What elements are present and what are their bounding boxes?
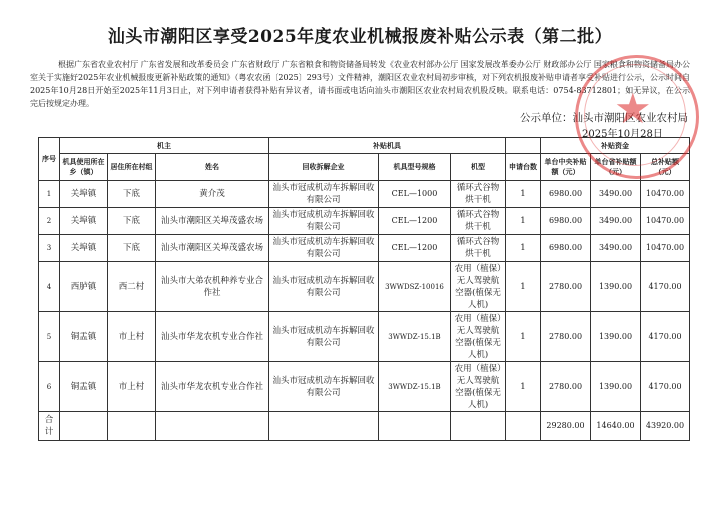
- cell-village: 下底: [108, 208, 156, 235]
- cell-province: 3490.00: [591, 235, 641, 262]
- subsidy-table: [38, 137, 690, 441]
- cell-type: 农用（植保）无人驾驶航空器(植保无人机): [451, 262, 506, 312]
- cell-name: 黄介茂: [156, 181, 269, 208]
- col-total: 总补贴额（元）: [641, 154, 690, 181]
- cell-town: 关埠镇: [60, 235, 108, 262]
- cell-town: 铜盂镇: [60, 362, 108, 412]
- cell-total: 10470.00: [641, 181, 690, 208]
- cell-recycler: 汕头市冠成机动车拆解回收有限公司: [269, 362, 379, 412]
- cell-recycler: 汕头市冠成机动车拆解回收有限公司: [269, 181, 379, 208]
- col-model: 机具型号规格: [379, 154, 451, 181]
- cell-total: 10470.00: [641, 235, 690, 262]
- cell-model: 3WWDZ-15.1B: [379, 312, 451, 362]
- cell-recycler: 汕头市冠成机动车拆解回收有限公司: [269, 235, 379, 262]
- cell-central: 6980.00: [541, 208, 591, 235]
- cell-province: 3490.00: [591, 181, 641, 208]
- col-central: 单台中央补贴额（元）: [541, 154, 591, 181]
- cell-name: 汕头市华龙农机专业合作社: [156, 312, 269, 362]
- table-row: [39, 181, 690, 208]
- col-qty: 申请台数: [506, 154, 541, 181]
- cell-type: 农用（植保）无人驾驶航空器(植保无人机): [451, 312, 506, 362]
- table-row: [39, 312, 690, 362]
- column-header-row: [39, 154, 690, 181]
- cell-central: 2780.00: [541, 262, 591, 312]
- group-header-row: [39, 138, 690, 154]
- cell-central: 6980.00: [541, 235, 591, 262]
- total-amount: 43920.00: [641, 412, 690, 441]
- cell-qty: 1: [506, 312, 541, 362]
- cell-town: 西胪镇: [60, 262, 108, 312]
- cell-village: 下底: [108, 181, 156, 208]
- header-owner: 机主: [60, 138, 269, 154]
- cell-recycler: 汕头市冠成机动车拆解回收有限公司: [269, 208, 379, 235]
- col-town: 机具使用所在乡（镇）: [60, 154, 108, 181]
- cell-town: 关埠镇: [60, 181, 108, 208]
- header-seq: 序号: [39, 138, 60, 181]
- cell-town: 关埠镇: [60, 208, 108, 235]
- cell-seq: 1: [39, 181, 60, 208]
- cell-recycler: 汕头市冠成机动车拆解回收有限公司: [269, 312, 379, 362]
- cell-province: 1390.00: [591, 312, 641, 362]
- table-row: [39, 235, 690, 262]
- total-central: 29280.00: [541, 412, 591, 441]
- cell-seq: 6: [39, 362, 60, 412]
- cell-central: 2780.00: [541, 362, 591, 412]
- cell-total: 10470.00: [641, 208, 690, 235]
- publish-date: 2025年10月28日: [582, 129, 663, 140]
- cell-model: 3WWDSZ-10016: [379, 262, 451, 312]
- cell-village: 市上村: [108, 312, 156, 362]
- total-row: [39, 412, 690, 441]
- cell-qty: 1: [506, 262, 541, 312]
- cell-model: CEL—1200: [379, 235, 451, 262]
- cell-province: 1390.00: [591, 262, 641, 312]
- cell-seq: 5: [39, 312, 60, 362]
- cell-seq: 2: [39, 208, 60, 235]
- cell-qty: 1: [506, 235, 541, 262]
- cell-total: 4170.00: [641, 312, 690, 362]
- star-icon: ★: [614, 84, 652, 133]
- cell-total: 4170.00: [641, 262, 690, 312]
- cell-name: 汕头市潮阳区关埠茂盛农场: [156, 208, 269, 235]
- cell-recycler: 汕头市冠成机动车拆解回收有限公司: [269, 262, 379, 312]
- col-type: 机型: [451, 154, 506, 181]
- table-row: [39, 362, 690, 412]
- header-funds: 补贴资金: [541, 138, 690, 154]
- cell-town: 铜盂镇: [60, 312, 108, 362]
- cell-model: 3WWDZ-15.1B: [379, 362, 451, 412]
- intro-paragraph: 根据广东省农业农村厅 广东省发展和改革委员会 广东省财政厅 广东省粮食和物资储备局转发《农业农村部办公厅 国家发展改革委办公厅 财政部办公厅 国家粮食和物资储备局办公室关于实施好2025年农业机械报废更新补贴政策的通知》（粤农农函〔2025〕293号）文件精神，潮阳区农业农村局初步审核，对下列农机报废补贴申请者享受补贴进行公示，公示时间自2025年10月28日开始至2025年11月3日止，对下列申请者获得补贴有异议者，请书面或电话向汕头市潮阳区农业农村局农机股反映。联系电话：0754-83712801；如无异议，在公示完后按规定办理。: [30, 60, 690, 108]
- cell-seq: 3: [39, 235, 60, 262]
- cell-type: 循环式谷物烘干机: [451, 208, 506, 235]
- cell-name: 汕头市大弟农机种养专业合作社: [156, 262, 269, 312]
- cell-village: 市上村: [108, 362, 156, 412]
- cell-central: 2780.00: [541, 312, 591, 362]
- cell-qty: 1: [506, 208, 541, 235]
- total-province: 14640.00: [591, 412, 641, 441]
- cell-type: 循环式谷物烘干机: [451, 181, 506, 208]
- header-blank: [506, 138, 541, 154]
- col-village: 居住所在村组: [108, 154, 156, 181]
- cell-seq: 4: [39, 262, 60, 312]
- header-machine: 补贴机具: [269, 138, 506, 154]
- cell-central: 6980.00: [541, 181, 591, 208]
- col-name: 姓名: [156, 154, 269, 181]
- col-province: 单台省补贴额（元）: [591, 154, 641, 181]
- table-row: [39, 262, 690, 312]
- cell-type: 农用（植保）无人驾驶航空器(植保无人机): [451, 362, 506, 412]
- cell-type: 循环式谷物烘干机: [451, 235, 506, 262]
- cell-province: 3490.00: [591, 208, 641, 235]
- cell-qty: 1: [506, 362, 541, 412]
- cell-model: CEL—1000: [379, 181, 451, 208]
- cell-province: 1390.00: [591, 362, 641, 412]
- cell-village: 下底: [108, 235, 156, 262]
- cell-name: 汕头市华龙农机专业合作社: [156, 362, 269, 412]
- cell-village: 西二村: [108, 262, 156, 312]
- cell-qty: 1: [506, 181, 541, 208]
- cell-name: 汕头市潮阳区关埠茂盛农场: [156, 235, 269, 262]
- cell-total: 4170.00: [641, 362, 690, 412]
- total-label: 合计: [39, 412, 60, 441]
- publisher: 公示单位：汕头市潮阳区农业农村局: [520, 112, 688, 124]
- table-row: [39, 208, 690, 235]
- document-title: 汕头市潮阳区享受2025年度农业机械报废补贴公示表（第二批）: [107, 27, 613, 47]
- cell-model: CEL—1200: [379, 208, 451, 235]
- col-recycler: 回收拆解企业: [269, 154, 379, 181]
